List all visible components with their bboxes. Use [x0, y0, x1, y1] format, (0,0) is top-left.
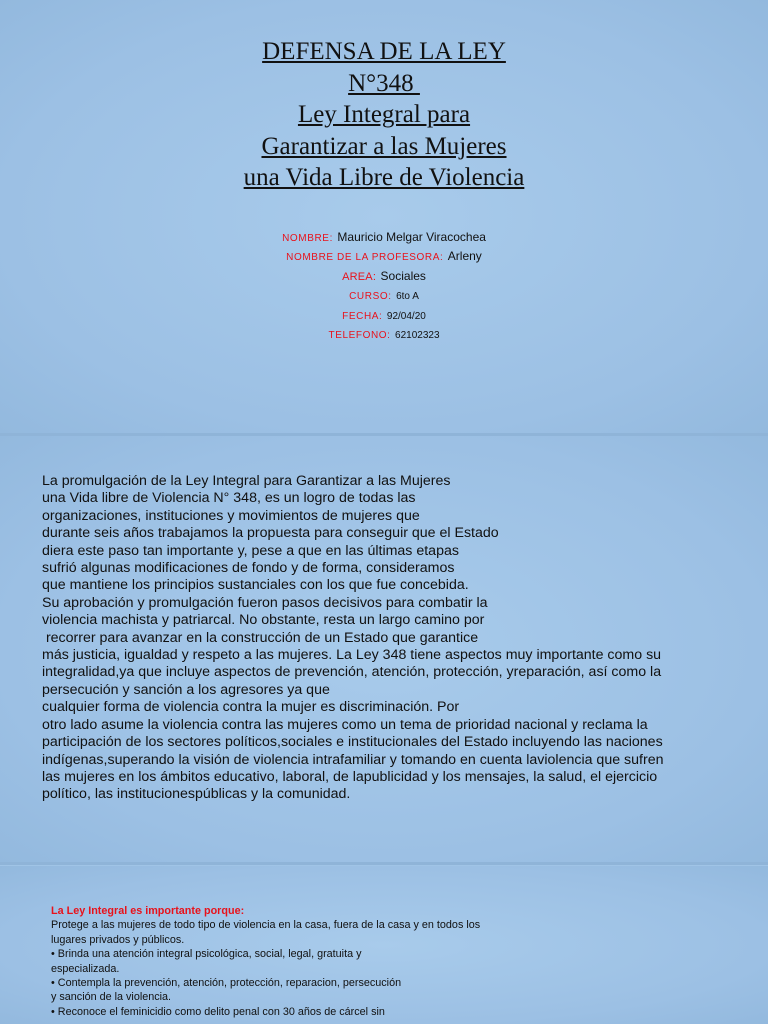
text-line: una Vida libre de Violencia N° 348, es un logro de todas las — [42, 490, 416, 507]
document-title — [0, 36, 768, 194]
text-line: más justicia, igualdad y respeto a las mujeres. La Ley 348 tiene aspectos muy importante como su — [42, 647, 662, 664]
text-line: las mujeres en los ámbitos educativo, laboral, de lapublicidad y los mensajes, la salud, el ejercicio — [42, 768, 658, 785]
nombre-label: NOMBRE: — [282, 233, 333, 244]
text-line: recorrer para avanzar en la construcción de un Estado que garantice — [42, 629, 479, 646]
list-heading: La Ley Integral es importante porque: — [51, 905, 245, 917]
body-paragraph — [42, 473, 768, 804]
list-item: • Reconoce el feminicidio como delito penal con 30 años de cárcel sin — [51, 1005, 385, 1018]
area-value: Sociales — [380, 268, 426, 283]
text-line: durante seis años trabajamos la propuesta para conseguir que el Estado — [42, 525, 499, 542]
text-line: cualquier forma de violencia contra la mujer es discriminación. Por — [42, 699, 460, 716]
info-row-profesora — [0, 247, 768, 266]
text-line: La promulgación de la Ley Integral para Garantizar a las Mujeres — [42, 473, 451, 489]
title-line: Garantizar a las Mujeres — [261, 132, 507, 160]
telefono-label: TELEFONO: — [328, 330, 391, 342]
text-line: diera este paso tan importante y, pese a que en las últimas etapas — [42, 542, 459, 559]
list-item: Protege a las mujeres de todo tipo de violencia en la casa, fuera de la casa y en todos los — [51, 919, 481, 932]
nombre-value: Mauricio Melgar Viracochea — [337, 230, 486, 244]
student-info — [0, 228, 768, 344]
slide-divider — [0, 862, 768, 865]
text-line: otro lado asume la violencia contra las mujeres como un tema de prioridad nacional y reclama la — [42, 716, 648, 733]
telefono-value: 62102323 — [395, 330, 440, 342]
text-line: participación de los sectores políticos,sociales e institucionales del Estado incluyendo las naciones — [42, 734, 663, 751]
text-line: persecución y sanción a los agresores ya que — [42, 681, 330, 698]
list-item: • Brinda una atención integral psicológica, social, legal, gratuita y — [51, 948, 362, 961]
text-line: violencia machista y patriarcal. No obstante, resta un largo camino por — [42, 612, 485, 629]
content-slide — [0, 436, 768, 862]
text-line: organizaciones, instituciones y movimientos de mujeres que — [42, 507, 420, 524]
title-line: una Vida Libre de Violencia — [243, 164, 525, 191]
list-item: especializada. — [51, 962, 120, 975]
info-row-curso — [0, 286, 768, 305]
importance-list — [51, 904, 751, 1019]
text-line: indígenas,superando la visión de violencia intrafamiliar y tomando en cuenta laviolencia que sufren — [42, 751, 664, 768]
title-slide — [0, 0, 768, 433]
text-line: que mantiene los principios sustanciales con los que fue concebida. — [42, 577, 469, 594]
fecha-value: 92/04/20 — [386, 310, 426, 322]
importance-slide — [0, 866, 768, 1024]
list-item: lugares privados y públicos. — [51, 933, 185, 946]
info-row-area — [0, 267, 768, 286]
text-line: integralidad,ya que incluye aspectos de prevención, atención, protección, yreparación, así como la — [42, 664, 662, 681]
text-line: Su aprobación y promulgación fueron pasos decisivos para combatir la — [42, 594, 488, 611]
text-line: sufrió algunas modificaciones de fondo y de forma, consideramos — [42, 560, 455, 577]
list-item: • Contempla la prevención, atención, protección, reparacion, persecución — [51, 977, 402, 990]
title-line: DEFENSA DE LA LEY — [262, 38, 506, 65]
profesora-value: Arleny — [447, 249, 482, 264]
title-line: N°348 — [348, 69, 420, 97]
profesora-label: NOMBRE DE LA PROFESORA: — [286, 252, 444, 264]
curso-value: 6to A — [396, 291, 419, 303]
info-row-fecha — [0, 306, 768, 325]
title-line: Ley Integral para — [297, 101, 471, 128]
area-label: AREA: — [342, 270, 377, 283]
info-row-telefono — [0, 325, 768, 344]
text-line: político, las institucionespúblicas y la comunidad. — [42, 786, 351, 803]
fecha-label: FECHA: — [342, 310, 383, 322]
curso-label: CURSO: — [349, 291, 392, 303]
list-item: y sanción de la violencia. — [51, 991, 172, 1004]
info-row-nombre — [0, 228, 768, 247]
